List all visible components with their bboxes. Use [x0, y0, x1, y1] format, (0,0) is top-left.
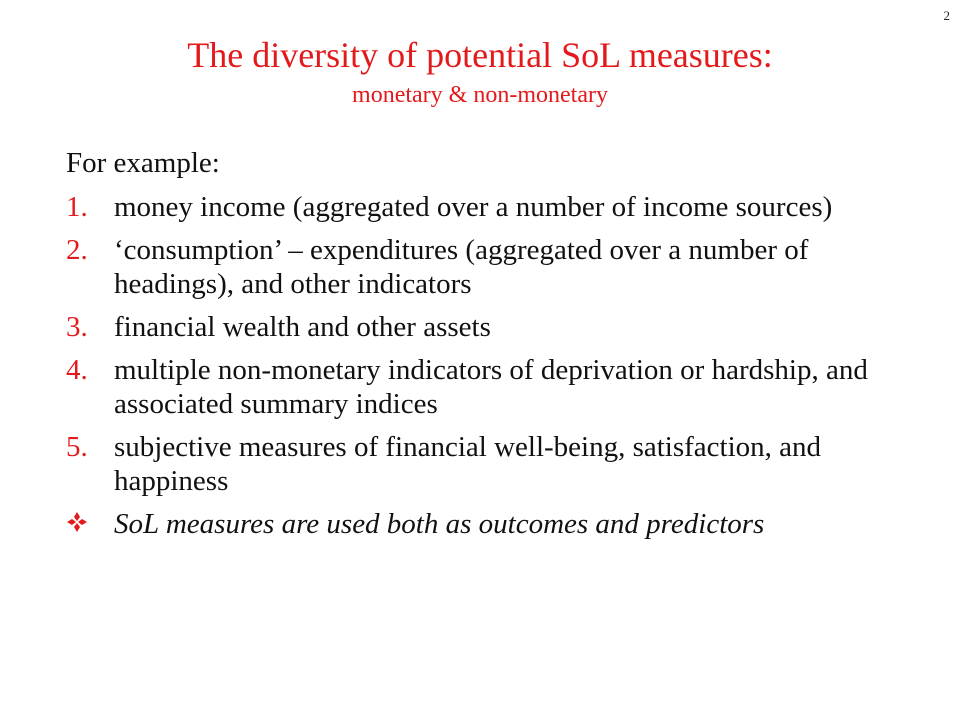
list-item-4: [66, 353, 896, 421]
list-number: 3.: [66, 311, 88, 343]
list-item-1: [66, 190, 896, 224]
list-text: subjective measures of financial well-being, satisfaction, and happiness: [114, 431, 822, 497]
slide-title: The diversity of potential SoL measures:: [187, 35, 773, 75]
slide-number: 2: [943, 8, 950, 23]
list-item-5: [66, 430, 896, 498]
list-number: 2.: [66, 234, 88, 266]
summary-bullet: [66, 507, 896, 541]
list-number: 1.: [66, 191, 88, 223]
list-number: 5.: [66, 431, 88, 463]
list-text: ‘consumption’ – expenditures (aggregated over a number of headings), and other indicators: [114, 234, 809, 300]
diamond-bullet-icon: [66, 507, 114, 541]
list-item-3: [66, 310, 896, 344]
list-text: financial wealth and other assets: [114, 311, 491, 343]
list-item-2: [66, 233, 896, 301]
title-block: [0, 34, 960, 110]
intro-text: For example:: [66, 147, 220, 179]
slide-subtitle: monetary & non-monetary: [352, 82, 608, 108]
list-number: 4.: [66, 354, 88, 386]
slide-body: [66, 146, 896, 541]
list-text: multiple non-monetary indicators of deprivation or hardship, and associated summary indices: [114, 354, 868, 420]
summary-text: SoL measures are used both as outcomes and predictors: [114, 508, 765, 540]
list-text: money income (aggregated over a number of income sources): [114, 191, 833, 223]
